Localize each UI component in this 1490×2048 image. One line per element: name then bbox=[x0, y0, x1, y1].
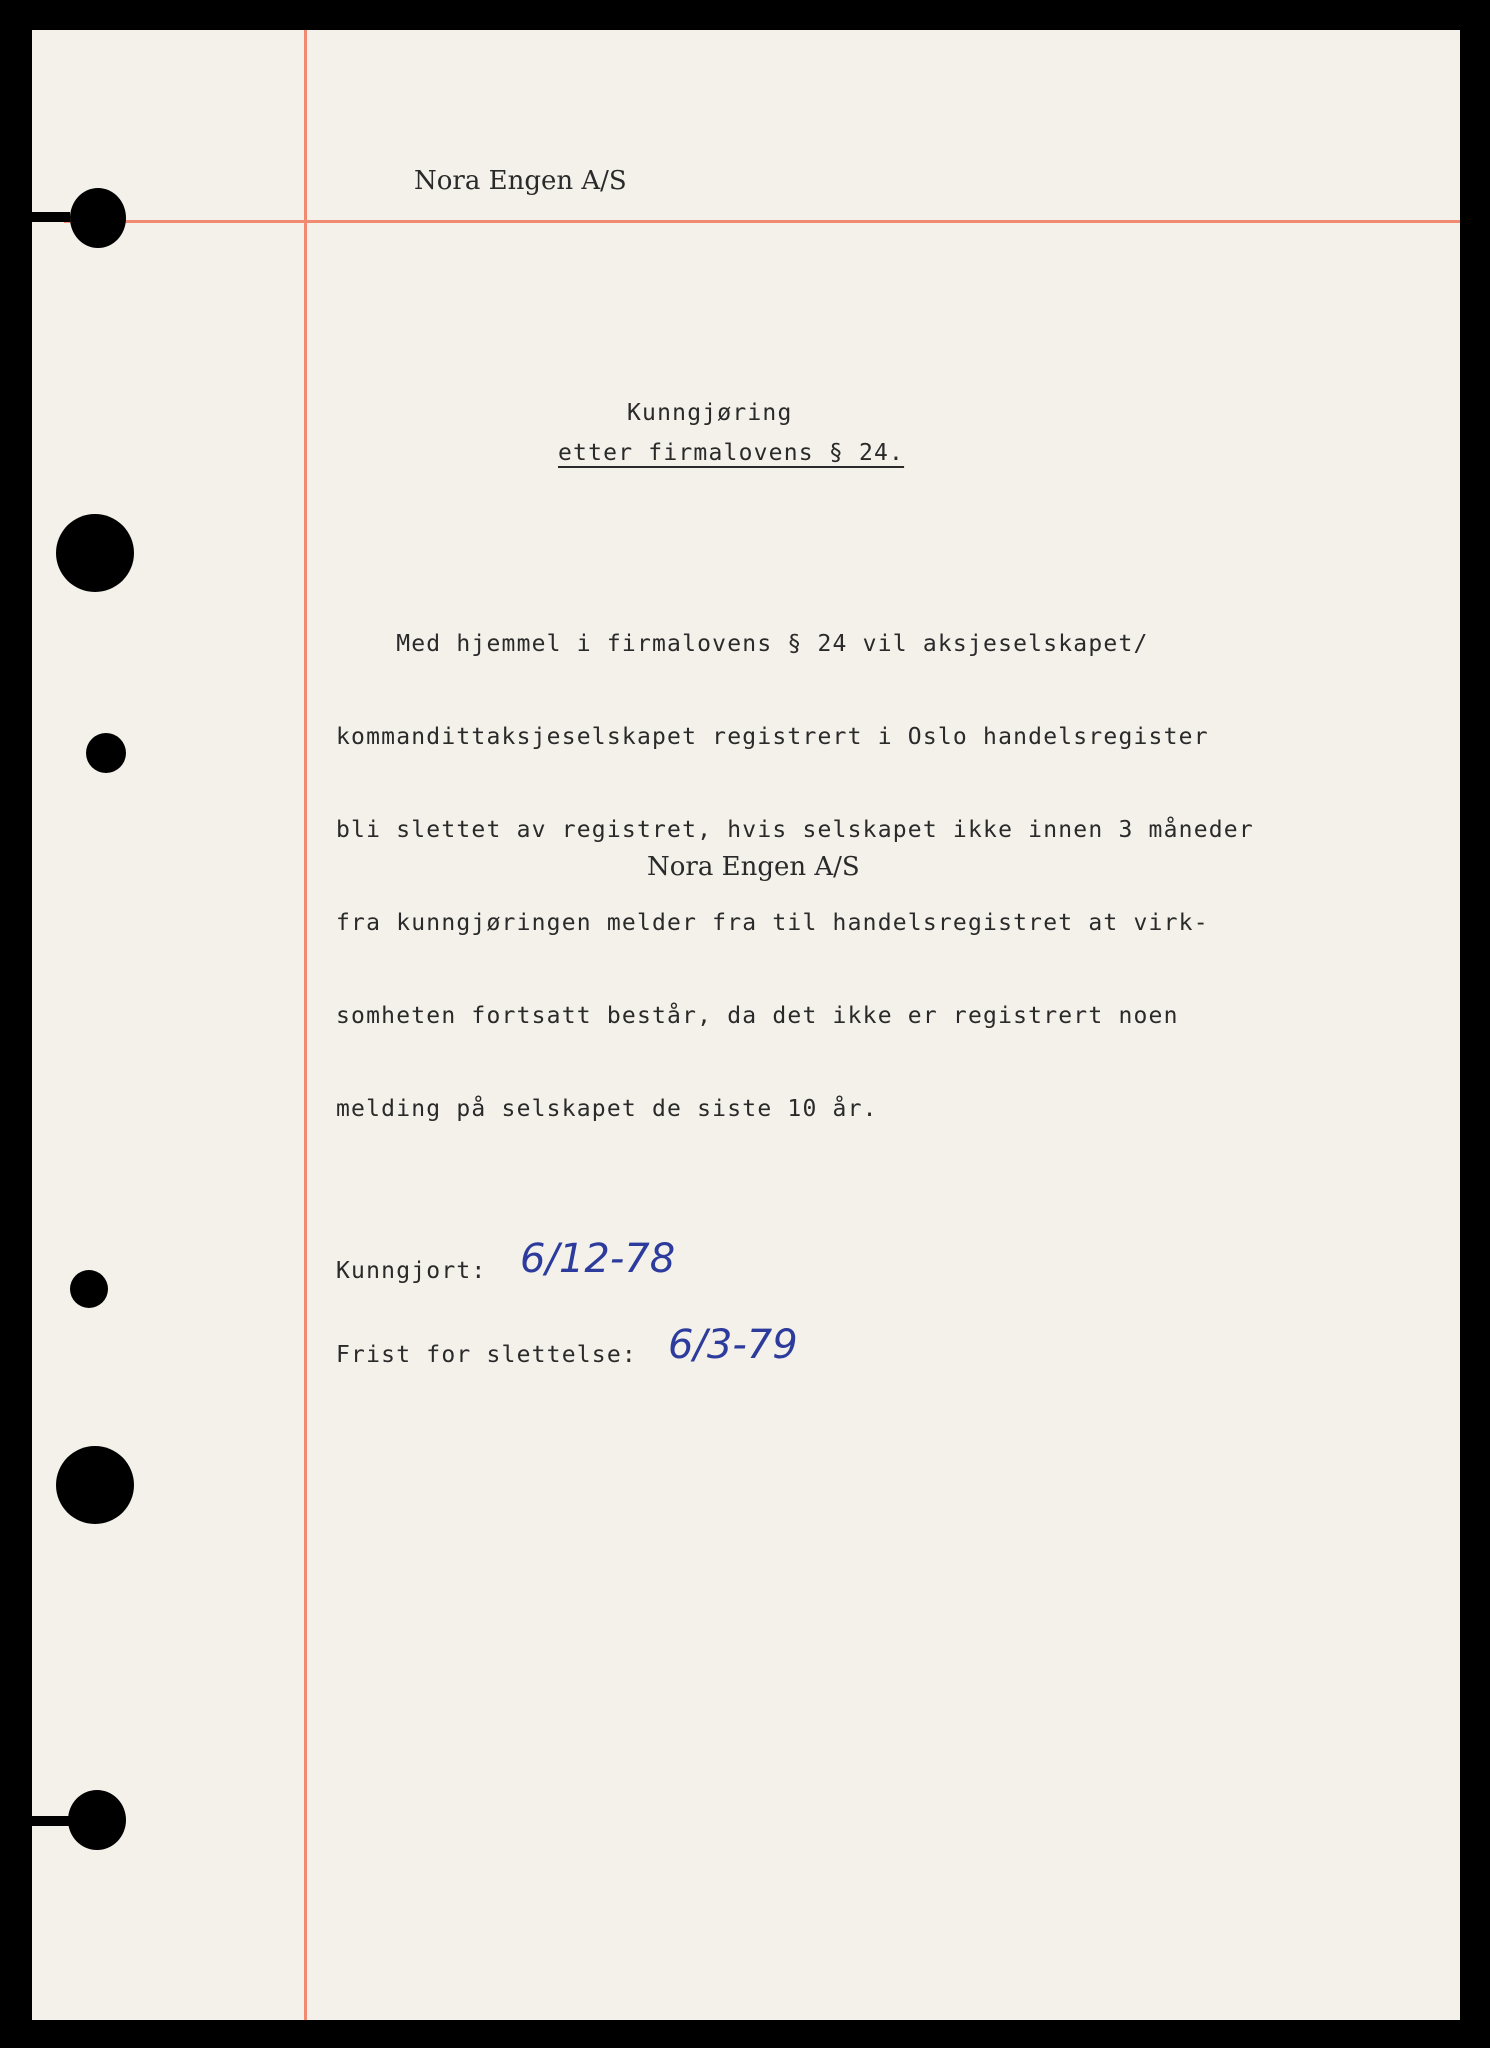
body-line: melding på selskapet de siste 10 år. bbox=[336, 1096, 878, 1122]
punch-hole bbox=[70, 1270, 108, 1308]
title-line-2: etter firmalovens § 24. bbox=[558, 440, 905, 466]
deadline-date-handwritten: 6/3-79 bbox=[668, 1322, 798, 1368]
punch-hole bbox=[70, 188, 126, 248]
body-line: fra kunngjøringen melder fra til handelsregistret at virk- bbox=[336, 910, 1209, 936]
body-line: somheten fortsatt består, da det ikke er registrert noen bbox=[336, 1003, 1179, 1029]
body-line: bli slettet av registret, hvis selskapet ikke innen 3 måneder bbox=[336, 817, 1254, 843]
title-line-1: Kunngjøring bbox=[627, 400, 793, 426]
punch-hole-tab bbox=[0, 1816, 70, 1826]
document-page bbox=[32, 30, 1460, 2020]
punch-hole bbox=[86, 733, 126, 773]
announced-date-handwritten: 6/12-78 bbox=[520, 1236, 676, 1282]
announced-label: Kunngjort: bbox=[336, 1258, 487, 1284]
punch-hole bbox=[68, 1790, 126, 1850]
punch-hole bbox=[56, 514, 134, 592]
deadline-label: Frist for slettelse: bbox=[336, 1342, 637, 1368]
header-company: Nora Engen A/S bbox=[414, 166, 627, 196]
margin-rule-horizontal bbox=[64, 220, 1460, 223]
body-line: kommandittaksjeselskapet registrert i Oslo handelsregister bbox=[336, 724, 1209, 750]
punch-hole-tab bbox=[0, 212, 70, 222]
margin-rule-vertical bbox=[304, 30, 307, 2020]
punch-hole bbox=[56, 1446, 134, 1524]
body-line: Med hjemmel i firmalovens § 24 vil aksjeselskapet/ bbox=[336, 631, 1149, 657]
signature-company: Nora Engen A/S bbox=[647, 852, 860, 882]
